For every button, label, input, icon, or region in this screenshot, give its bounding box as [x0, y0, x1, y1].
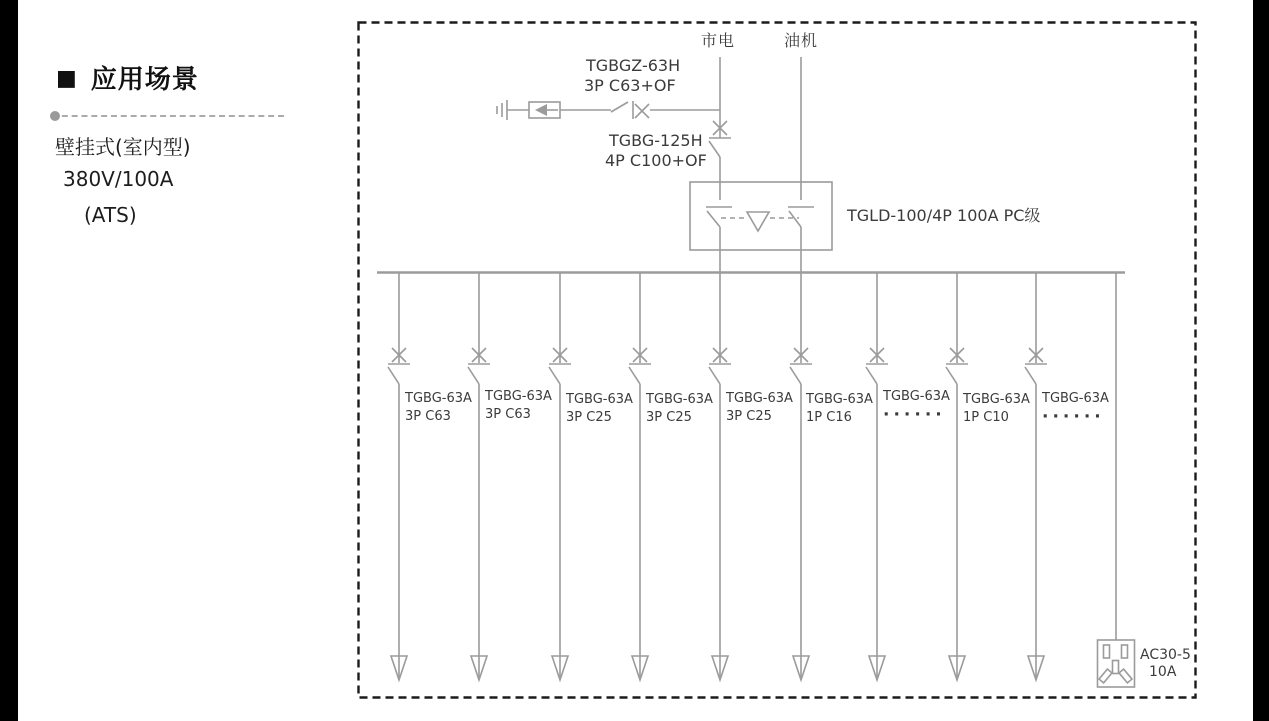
- branch-model: TGBG-63A: [566, 392, 633, 407]
- branch-spec: 1P C16: [806, 410, 852, 425]
- breaker-x-icon: [635, 104, 649, 118]
- ats-label: TGLD-100/4P 100A PC级: [847, 206, 1041, 225]
- switch-blade-icon: [709, 141, 720, 157]
- main-breaker-model: TGBG-125H: [609, 131, 703, 150]
- square-bullet-icon: ■: [56, 66, 77, 91]
- branch-spec: 3P C25: [566, 410, 612, 425]
- branch-model: TGBG-63A: [1042, 391, 1109, 406]
- scenario-line-ats: (ATS): [84, 203, 137, 227]
- ats-switch-box: [690, 182, 832, 272]
- branch-spec: 3P C25: [646, 410, 692, 425]
- spd-breaker-model: TGBGZ-63H: [586, 56, 681, 75]
- branch-circuit-9: [1025, 273, 1047, 680]
- branch-spec: 1P C10: [963, 410, 1009, 425]
- branch-circuit-5: [709, 273, 731, 680]
- branch-circuit-6: [790, 273, 812, 680]
- branch-circuit-8: [946, 273, 968, 680]
- mains-feeder-line: [709, 57, 731, 182]
- mains-label: 市电: [701, 31, 736, 50]
- branch-spec-dots: ······: [1042, 407, 1105, 427]
- branch-circuit-3: [549, 273, 571, 680]
- socket-model: AC30-5: [1140, 647, 1191, 663]
- socket-feeder: [1098, 273, 1135, 687]
- branch-circuit-1: [388, 273, 410, 680]
- branch-model: TGBG-63A: [726, 391, 793, 406]
- linkage-triangle-icon: [747, 212, 769, 231]
- branch-spec: 3P C63: [405, 409, 451, 424]
- branch-model: TGBG-63A: [883, 389, 950, 404]
- main-breaker-spec: 4P C100+OF: [605, 151, 707, 170]
- spd-branch: [497, 100, 720, 120]
- branch-spec: 3P C25: [726, 409, 772, 424]
- scenario-line-mount-type: 壁挂式(室内型): [55, 135, 191, 159]
- ground-icon: [497, 100, 507, 120]
- switch-blade-icon: [707, 211, 720, 227]
- branch-circuit-2: [468, 273, 490, 680]
- section-title: 应用场景: [90, 65, 199, 95]
- branch-spec-dots: ······: [883, 405, 946, 425]
- generator-label: 油机: [784, 31, 819, 50]
- socket-icon: [1098, 640, 1135, 687]
- branch-model: TGBG-63A: [963, 392, 1030, 407]
- switch-blade-icon: [789, 211, 801, 227]
- branch-model: TGBG-63A: [405, 391, 472, 406]
- branch-circuit-7: [866, 273, 888, 680]
- branch-model: TGBG-63A: [485, 389, 552, 404]
- spd-breaker-spec: 3P C63+OF: [584, 76, 676, 95]
- branch-model: TGBG-63A: [646, 392, 713, 407]
- scenario-line-rating: 380V/100A: [63, 167, 174, 191]
- arrester-arrow-icon: [535, 104, 547, 116]
- branch-circuit-4: [629, 273, 651, 680]
- branch-model: TGBG-63A: [806, 392, 873, 407]
- switch-blade-icon: [611, 102, 628, 112]
- socket-rating: 10A: [1149, 664, 1177, 680]
- branch-spec: 3P C63: [485, 407, 531, 422]
